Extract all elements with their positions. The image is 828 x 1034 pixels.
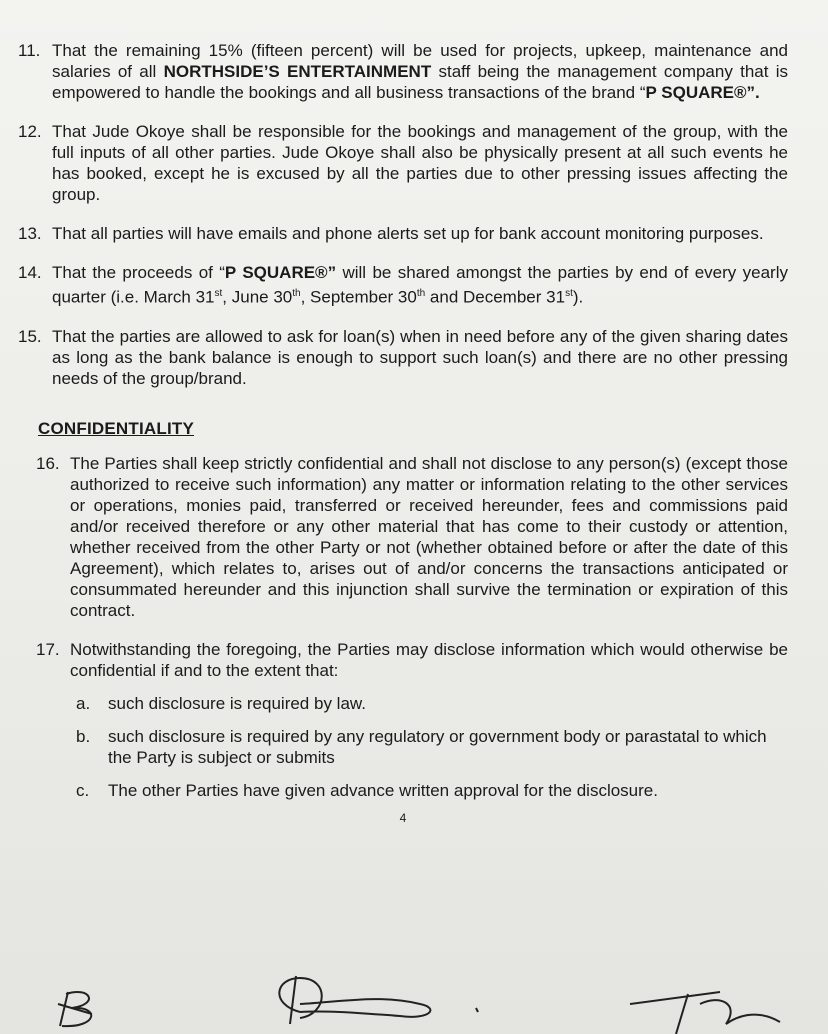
clause-text: Notwithstanding the foregoing, the Parties may disclose information which would otherwise be confidential if and to the extent that: [70,639,788,680]
sub-item-text: The other Parties have given advance written approval for the disclosure. [108,780,658,800]
sub-item-letter: b. [76,726,91,746]
section-heading: CONFIDENTIALITY [38,418,194,438]
sub-item [76,780,788,801]
clause-item [18,121,788,205]
signature-main-icon [279,976,478,1024]
clause-text: The Parties shall keep strictly confidential and shall not disclose to any person(s) (except those authorized to receive such information) any matter or information relating to the other services or operations, monies paid, transferred or received hereunder, fees and commissions paid and/or received therefore or any other material that has come to their custody or attention, whether received from the other Party or not (whether obtained before or after the date of this Agreement), which relates to, arises out of and/or concerns the transactions anticipated or consummated hereunder and this injunction shall survive the termination or expiration of this contract. [70,453,788,620]
clause-text: That Jude Okoye shall be responsible for the bookings and management of the group, with the full inputs of all other parties. Jude Okoye shall also be physically present at all such events he has booked, except he is excused by all the parties due to other pressing issues affecting the group. [52,122,788,204]
clause-text: That the remaining 15% (fifteen percent) will be used for projects, upkeep, maintenance and salaries of all NORTHSIDE’S ENTERTAINMENT staff being the management company that is empowered to handle the bookings and all business transactions of the brand “P SQUARE®”. [52,41,789,102]
clause-number: 13. [18,224,42,243]
sub-item [76,693,788,714]
clause-text: That the parties are allowed to ask for loan(s) when in need before any of the given sharing dates as long as the bank balance is enough to support such loan(s) and there are no other pressing needs of the group/brand. [52,326,788,388]
clause-item [18,40,788,103]
signature-right-icon [630,992,780,1034]
sub-item-letter: c. [76,780,90,800]
clause-number: 12. [18,122,42,141]
clause-number: 16. [36,453,60,473]
clause-number: 14. [18,263,42,282]
sub-item [76,726,788,768]
clause-item [18,262,788,308]
page-number: 4 [399,810,407,825]
clause-item [18,223,788,244]
sub-item-letter: a. [76,693,91,713]
sub-item-text: such disclosure is required by any regulatory or government body or parastatal to which the Party is subject or submits [108,726,767,767]
clause-list [18,40,788,389]
clause-text: That the proceeds of “P SQUARE®” will be shared amongst the parties by end of every yearly quarter (i.e. March 31st, June 30th, September 30th and December 31st). [52,263,788,307]
clause-number: 17. [36,639,60,659]
clause-item [18,326,788,389]
signatures [0,964,828,1034]
clause-text: That all parties will have emails and phone alerts set up for bank account monitoring purposes. [52,224,764,243]
sub-item-text: such disclosure is required by law. [108,693,366,713]
signature-initials-icon [58,992,92,1026]
clause-number: 11. [18,41,41,60]
clause-16 [36,453,788,621]
sub-item-list [18,693,788,801]
clause-17 [36,639,788,681]
clause-number: 15. [18,326,42,346]
